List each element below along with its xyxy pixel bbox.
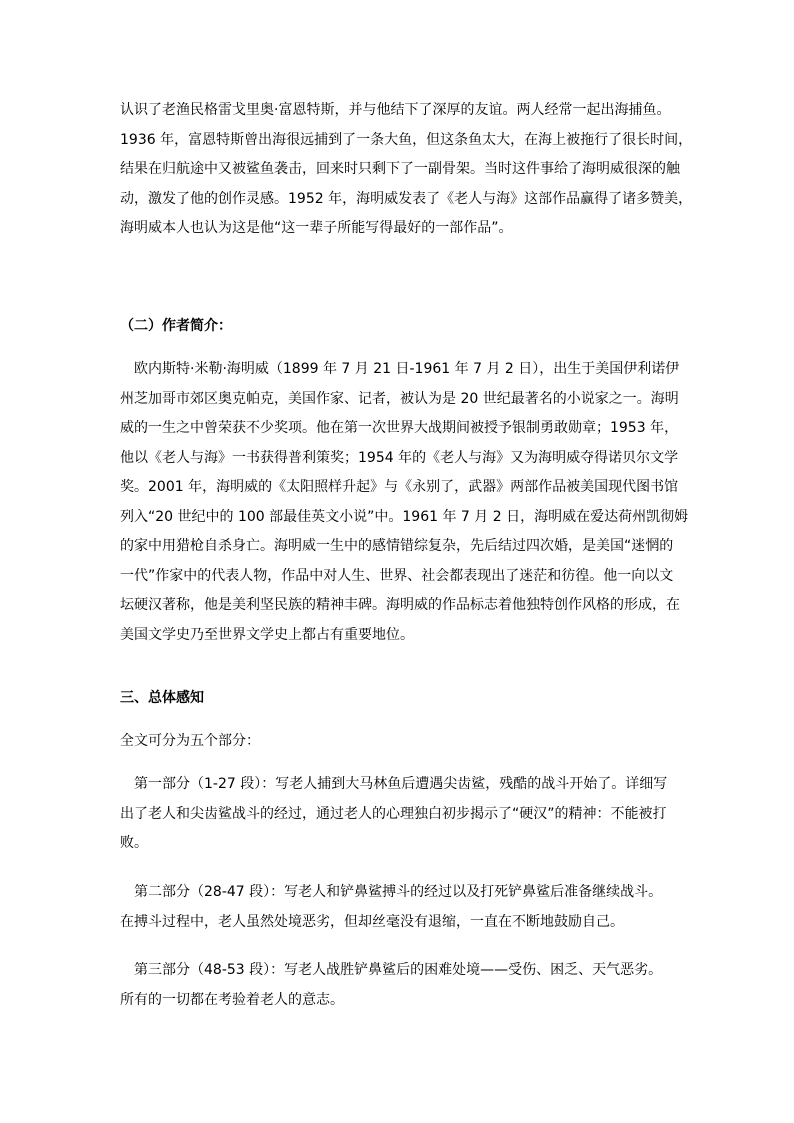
text-line: 败。 — [120, 835, 148, 851]
text-line: 的家中用猎枪自杀身亡。海明威一生中的感情错综复杂，先后结过四次婚，是美国“迷惘的 — [120, 538, 674, 554]
text-line: 列入“20 世纪中的 100 部最佳英文小说”中。1961 年 7 月 2 日，海明威在爱达荷州凯彻姆 — [120, 508, 689, 525]
overall-intro: 全文可分为五个部分： — [120, 733, 260, 749]
paragraph-author-bio — [120, 355, 689, 650]
text-line: 结果在归航途中又被鲨鱼袭击，回来时只剩下了一副骨架。当时这件事给了海明威很深的触 — [120, 161, 680, 177]
text-line: 所有的一切都在考验着老人的意志。 — [120, 991, 344, 1008]
text-line: 1936 年，富恩特斯曾出海很远捕到了一条大鱼，但这条鱼太大，在海上被拖行了很长时间， — [120, 131, 693, 148]
text-line: 奖。2001 年，海明威的《太阳照样升起》与《永别了，武器》两部作品被美国现代图书馆 — [120, 479, 679, 495]
text-line: 在搏斗过程中，老人虽然处境恶劣，但却丝毫没有退缩，一直在不断地鼓励自己。 — [120, 913, 624, 930]
text-line: 欧内斯特·米勒·海明威（1899 年 7 月 21 日-1961 年 7 月 2 日），出生于美国伊利诺伊 — [120, 361, 680, 377]
text-line: 海明威本人也认为这是他“这一辈子所能写得最好的一部作品”。 — [120, 220, 513, 236]
part-3-paragraph — [120, 956, 680, 1015]
text-line: 威的一生之中曾荣获不少奖项。他在第一次世界大战期间被授予银制勇敢勋章；1953 年， — [120, 420, 679, 436]
part-2-paragraph — [120, 878, 680, 937]
text-line: 第一部分（1-27 段）：写老人捕到大马林鱼后遭遇尖齿鲨，残酷的战斗开始了。详细写 — [120, 776, 668, 792]
text-line: 一代”作家中的代表人物，作品中对人生、世界、社会都表现出了迷茫和彷徨。他一向以文 — [120, 567, 674, 584]
text-line: 第二部分（28-47 段）：写老人和铲鼻鲨搏斗的经过以及打死铲鼻鲨后准备继续战斗。 — [120, 884, 663, 900]
section-heading-author: （二）作者简介： — [120, 318, 232, 334]
section-heading-overall: 三、总体感知 — [120, 690, 204, 706]
text-line: 第三部分（48-53 段）：写老人战胜铲鼻鲨后的困难处境——受伤、困乏、天气恶劣。 — [120, 962, 663, 978]
part-1-paragraph — [120, 770, 680, 859]
text-line: 坛硬汉著称，他是美利坚民族的精神丰碑。海明威的作品标志着他独特创作风格的形成，在 — [120, 597, 680, 613]
text-line: 州芝加哥市郊区奥克帕克，美国作家、记者，被认为是 20 世纪最著名的小说家之一。海明 — [120, 390, 679, 407]
text-line: 动，激发了他的创作灵感。1952 年，海明威发表了《老人与海》这部作品赢得了诸多赞美， — [120, 190, 693, 207]
paragraph-background — [120, 96, 693, 244]
text-line: 他以《老人与海》一书获得普利策奖；1954 年的《老人与海》又为海明威夺得诺贝尔文学 — [120, 449, 679, 466]
text-line: 出了老人和尖齿鲨战斗的经过，通过老人的心理独白初步揭示了“硬汉”的精神：不能被打 — [120, 805, 667, 822]
text-line: 美国文学史乃至世界文学史上都占有重要地位。 — [120, 626, 414, 643]
text-line: 认识了老渔民格雷戈里奥·富恩特斯，并与他结下了深厚的友谊。两人经常一起出海捕鱼。 — [120, 102, 671, 118]
